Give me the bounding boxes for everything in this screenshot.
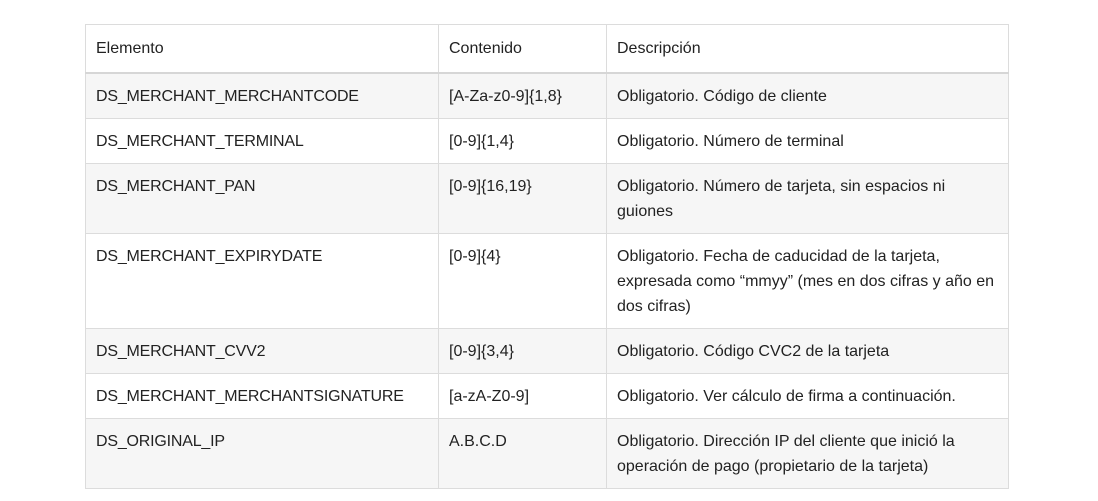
element-cell: DS_MERCHANT_CVV2: [86, 329, 439, 374]
description-text: Código CVC2 de la tarjeta: [703, 343, 890, 360]
element-cell: DS_MERCHANT_TERMINAL: [86, 119, 439, 164]
description-text: Código de cliente: [703, 88, 827, 105]
description-cell: [607, 419, 1009, 489]
table-header: [86, 25, 1009, 74]
description-text: Fecha de caducidad de la tarjeta, expresada como “mmyy” (mes en dos cifras y año en dos cifras): [617, 248, 995, 315]
description-cell: [607, 73, 1009, 119]
description-text: Ver cálculo de firma a continuación.: [703, 388, 956, 405]
content-cell: [0-9]{3,4}: [439, 329, 607, 374]
required-label: Obligatorio.: [617, 133, 699, 150]
element-cell: DS_MERCHANT_MERCHANTCODE: [86, 73, 439, 119]
description-text: Dirección IP del cliente que inició la operación de pago (propietario de la tarjeta): [617, 433, 955, 475]
content-cell: [0-9]{16,19}: [439, 164, 607, 234]
required-label: Obligatorio.: [617, 343, 699, 360]
element-cell: DS_MERCHANT_PAN: [86, 164, 439, 234]
table-row: [86, 419, 1009, 489]
element-cell: DS_MERCHANT_EXPIRYDATE: [86, 234, 439, 329]
required-label: Obligatorio.: [617, 178, 699, 195]
table-row: [86, 119, 1009, 164]
description-text: Número de tarjeta, sin espacios ni guiones: [617, 178, 946, 220]
header-row: [86, 25, 1009, 74]
content-cell: [a-zA-Z0-9]: [439, 374, 607, 419]
table-body: [86, 73, 1009, 489]
content-cell: [0-9]{4}: [439, 234, 607, 329]
description-cell: [607, 374, 1009, 419]
description-cell: [607, 164, 1009, 234]
header-description: Descripción: [607, 25, 1009, 74]
content-cell: [0-9]{1,4}: [439, 119, 607, 164]
element-cell: DS_MERCHANT_MERCHANTSIGNATURE: [86, 374, 439, 419]
table-row: [86, 329, 1009, 374]
table-row: [86, 374, 1009, 419]
required-label: Obligatorio.: [617, 88, 699, 105]
required-label: Obligatorio.: [617, 248, 699, 265]
header-element: Elemento: [86, 25, 439, 74]
required-label: Obligatorio.: [617, 388, 699, 405]
description-cell: [607, 234, 1009, 329]
description-text: Número de terminal: [703, 133, 844, 150]
required-label: Obligatorio.: [617, 433, 699, 450]
description-cell: [607, 329, 1009, 374]
parameters-table: [85, 24, 1009, 489]
table-row: [86, 164, 1009, 234]
content-cell: [A-Za-z0-9]{1,8}: [439, 73, 607, 119]
parameters-table-container: [85, 24, 1009, 489]
table-row: [86, 73, 1009, 119]
header-content: Contenido: [439, 25, 607, 74]
content-cell: A.B.C.D: [439, 419, 607, 489]
description-cell: [607, 119, 1009, 164]
element-cell: DS_ORIGINAL_IP: [86, 419, 439, 489]
table-row: [86, 234, 1009, 329]
